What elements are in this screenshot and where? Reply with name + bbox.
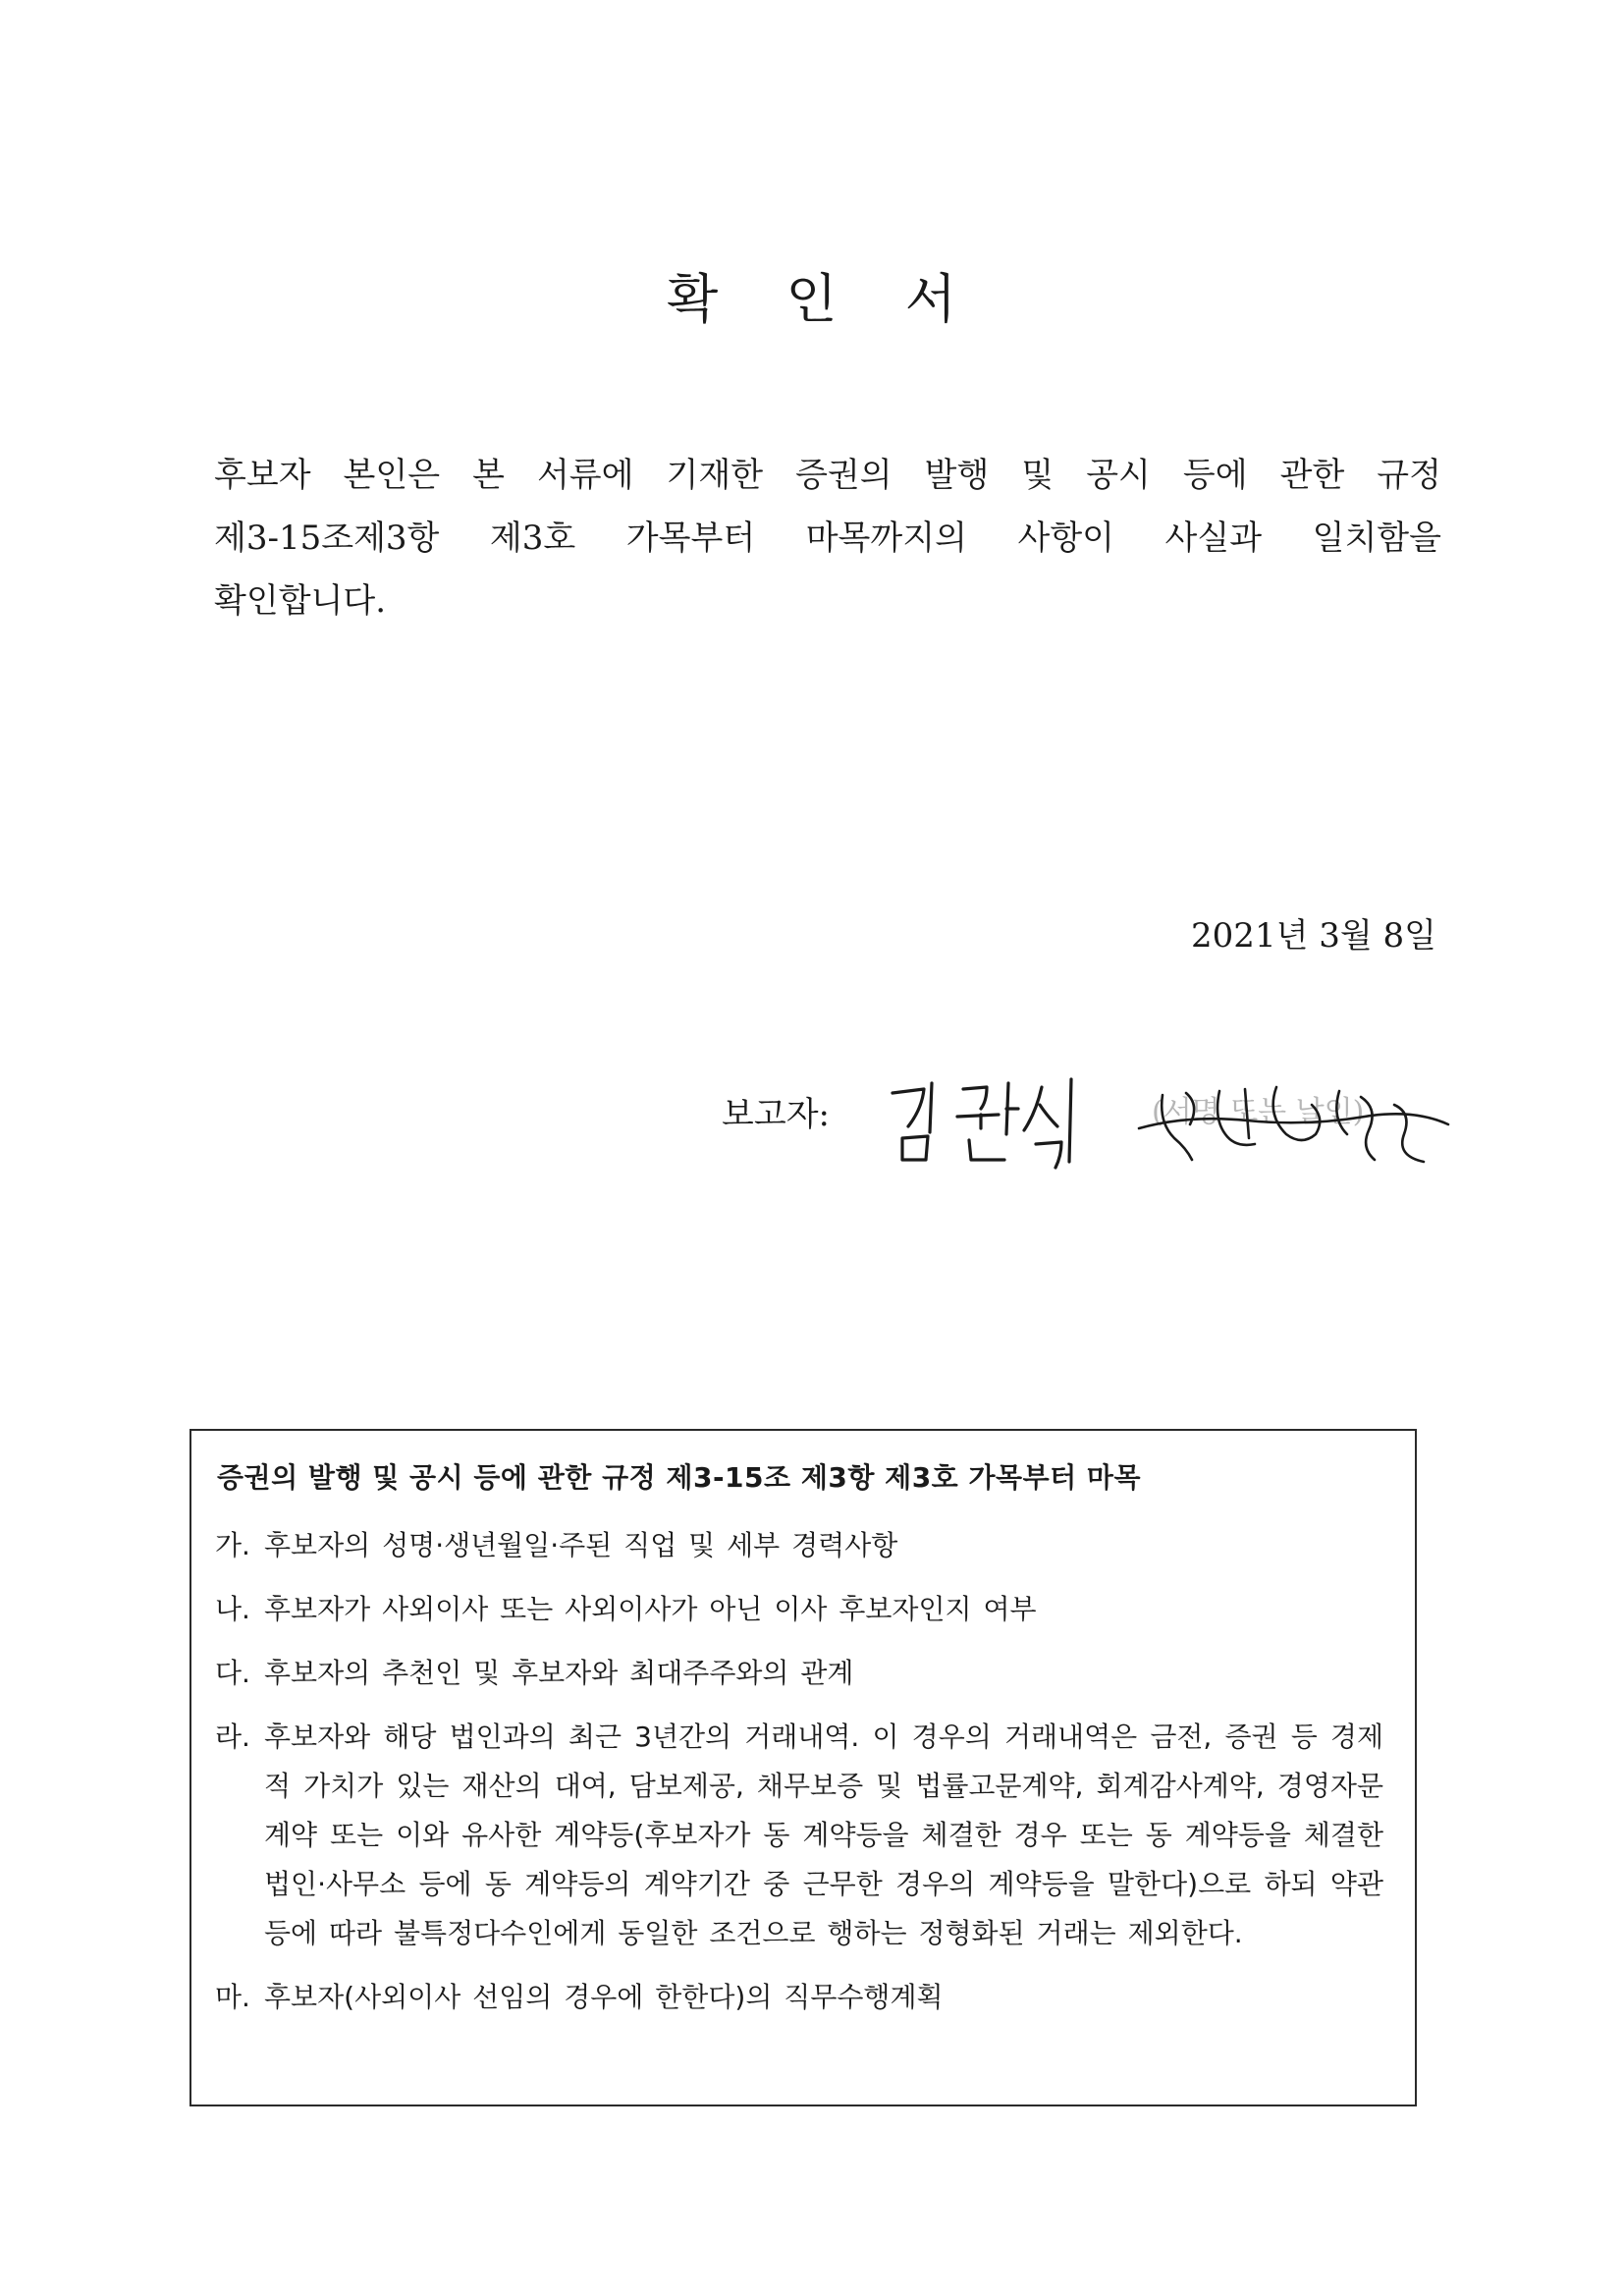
document-title: 확 인 서 [667,268,982,330]
item-marker: 가. [215,1529,250,1561]
regulation-item [215,1649,1383,1698]
item-text: 후보자(사외이사 선임의 경우에 한한다)의 직무수행계획 [264,1981,944,2013]
item-marker: 다. [215,1657,250,1689]
item-text: 후보자의 성명·생년월일·주된 직업 및 세부 경력사항 [264,1529,898,1561]
signature-note: (서명 또는 날인) [1152,1095,1365,1129]
reporter-label: 보고자: [722,1095,830,1134]
item-marker: 라. [215,1721,250,1753]
item-text: 후보자와 해당 법인과의 최근 3년간의 거래내역. 이 경우의 거래내역은 금전, 증권 등 경제적 가치가 있는 재산의 대여, 담보제공, 채무보증 및 법률고문계약, 회계감사계약, 경영자문계약 또는 이와 유사한 계약등(후보자가 동 계약등을 체결한 경우 또는 동 계약등을 체결한 법인·사무소 등에 동 계약등의 계약기간 중 근무한 경우의 계약등을 말한다)으로 하되 약관 등에 따라 불특정다수인에게 동일한 조건으로 행하는 정형화된 거래는 제외한다. [264,1721,1383,1949]
statement-line: 확인합니다. [214,581,387,621]
signature-mark [1129,1066,1453,1174]
statement-line: 후보자 본인은 본 서류에 기재한 증권의 발행 및 공시 등에 관한 규정 [214,456,1441,495]
regulation-item [215,1713,1383,1958]
regulation-item [215,1521,1383,1570]
confirmation-statement [214,444,1441,632]
item-marker: 마. [215,1981,250,2013]
item-text: 후보자가 사외이사 또는 사외이사가 아닌 이사 후보자인지 여부 [264,1593,1037,1625]
reporter-block [722,1066,1468,1174]
statement-line: 제3-15조제3항 제3호 가목부터 마목까지의 사항이 사실과 일치함을 [214,519,1441,558]
item-text: 후보자의 추천인 및 후보자와 최대주주와의 관계 [264,1657,854,1689]
regulation-item-list [215,1521,1383,2037]
item-marker: 나. [215,1593,250,1625]
regulation-item [215,1585,1383,1634]
handwritten-name [879,1066,1095,1174]
document-date: 2021년 3월 8일 [1191,916,1436,956]
regulation-heading: 증권의 발행 및 공시 등에 관한 규정 제3-15조 제3항 제3호 가목부터 마목 [217,1461,1142,1494]
regulation-box [189,1429,1417,2106]
regulation-item [215,1973,1383,2022]
